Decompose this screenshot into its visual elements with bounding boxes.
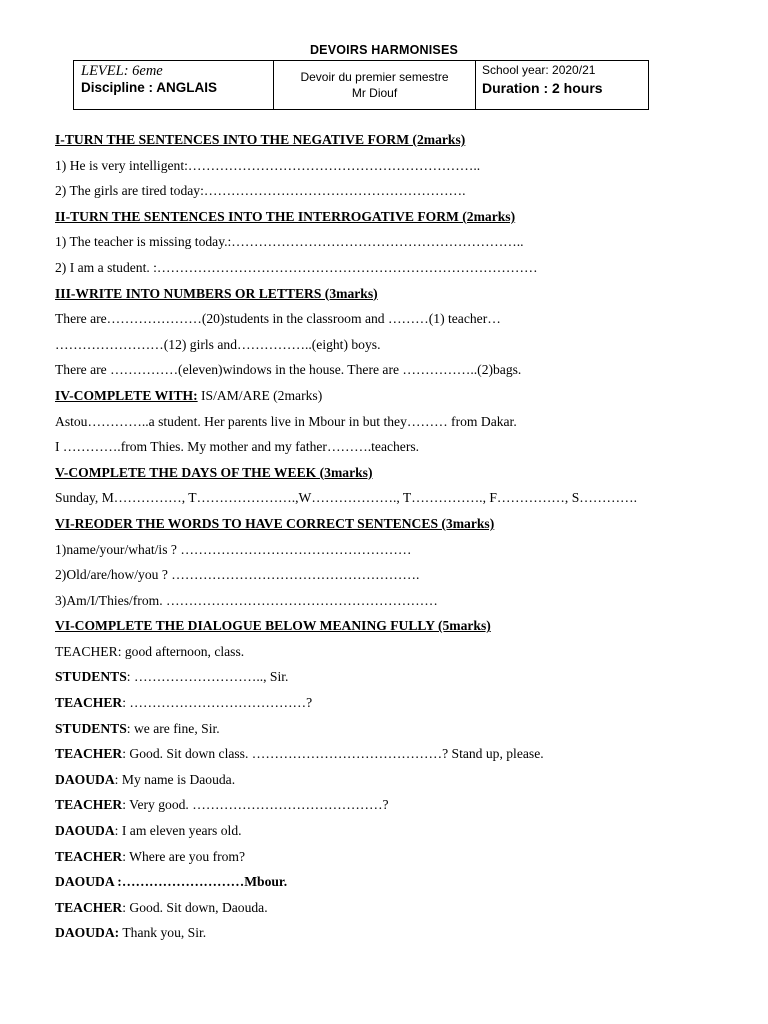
dialogue-speaker: TEACHER [55,848,123,864]
exercise-line: 1)name/your/what/is ? …………………………………………… [55,541,412,557]
section-heading: VI-REODER THE WORDS TO HAVE CORRECT SENTENCES (3marks) [55,515,495,531]
exercise-line: There are…………………(20)students in the classroom and ………(1) teacher… [55,311,501,327]
dialogue-speaker: DAOUDA : [55,874,122,890]
dialogue-text: ………………………Mbour. [121,874,288,890]
dialogue-line [55,716,755,742]
exercise-line: 2) I am a student. :………………………………………………………………………… [55,259,538,275]
dialogue-separator: : [122,899,130,915]
school-year-label: School year: 2020/21 [482,63,596,77]
exercise-line: Sunday, M……………, T………………….,W………………., T……………., F……………, S…………. [55,490,638,506]
exercise-line: ……………………(12) girls and……………..(eight) boys. [55,336,381,352]
section-heading: V-COMPLETE THE DAYS OF THE WEEK (3marks) [55,464,373,480]
dialogue-text: My name is Daouda. [121,771,236,787]
dialogue-text: I am eleven years old. [121,823,242,839]
exercise-content [55,127,755,946]
header-cell-semester [274,61,476,109]
discipline-label: Discipline : ANGLAIS [81,80,218,95]
dialogue-line [55,639,755,665]
dialogue-separator: : [126,669,134,685]
section-heading-tail: IS/AM/ARE (2marks) [197,387,323,403]
dialogue [55,639,755,946]
dialogue-speaker: DAOUDA: [55,925,120,941]
dialogue-line [55,690,755,716]
dialogue-speaker: STUDENTS [55,720,127,736]
dialogue-line [55,844,755,870]
dialogue-line [55,792,755,818]
dialogue-separator: : [117,643,125,659]
section-heading: II-TURN THE SENTENCES INTO THE INTERROGATIVE FORM (2marks) [55,208,516,224]
dialogue-text: good afternoon, class. [124,643,245,659]
header-table [73,60,649,110]
level-label: LEVEL: 6eme [81,63,163,79]
exercise-line: I ………….from Thies. My mother and my father……….teachers. [55,439,420,455]
dialogue-separator: : [114,823,122,839]
teacher-name: Mr Diouf [351,86,398,100]
dialogue-line [55,664,755,690]
dialogue-text: …………………………………? [129,695,313,711]
section-heading: III-WRITE INTO NUMBERS OR LETTERS (3marks) [55,285,378,301]
dialogue-separator: : [122,746,130,762]
dialogue-speaker: TEACHER [55,746,123,762]
dialogue-separator: : [126,720,134,736]
exercise-line: 2) The girls are tired today:…………………………………………………. [55,183,466,199]
document-title: DEVOIRS HARMONISES [309,43,459,57]
dialogue-speaker: STUDENTS [55,669,127,685]
dialogue-speaker: TEACHER [55,695,123,711]
exercise-line: 1) The teacher is missing today.:……………………………………………………….. [55,234,524,250]
dialogue-line [55,741,755,767]
dialogue-speaker: TEACHER [55,643,118,659]
dialogue-text: Very good. ……………………………………? [129,797,389,813]
exercise-line: 1) He is very intelligent:……………………………………………………….. [55,157,481,173]
section-heading [55,383,755,409]
header-cell-year [476,61,648,109]
header-cell-level [74,61,274,109]
dialogue-speaker: TEACHER [55,797,123,813]
dialogue-text: Good. Sit down, Daouda. [129,899,268,915]
dialogue-line [55,920,755,946]
section-heading: VI-COMPLETE THE DIALOGUE BELOW MEANING FULLY (5marks) [55,618,491,634]
dialogue-text: ……………………….., Sir. [133,669,289,685]
dialogue-text: Where are you from? [129,848,246,864]
dialogue-speaker: TEACHER [55,899,123,915]
dialogue-speaker: DAOUDA [55,771,115,787]
dialogue-line [55,895,755,921]
dialogue-separator: : [114,771,122,787]
dialogue-separator: : [122,848,130,864]
dialogue-separator: : [122,695,130,711]
duration-label: Duration : 2 hours [482,80,603,96]
dialogue-line [55,767,755,793]
semester-label: Devoir du premier semestre [300,70,449,84]
dialogue-text: we are fine, Sir. [133,720,220,736]
section-heading-main: IV-COMPLETE WITH: [55,387,198,403]
dialogue-text: Good. Sit down class. ……………………………………? Stand up, please. [129,746,544,762]
dialogue-text: Thank you, Sir. [122,925,207,941]
exercise-line: There are ……………(eleven)windows in the house. There are ……………..(2)bags. [55,362,522,378]
exercise-line: 2)Old/are/how/you ? ………………………………………………. [55,567,420,583]
exercise-line: Astou…………..a student. Her parents live in Mbour in but they……… from Dakar. [55,413,517,429]
dialogue-line [55,818,755,844]
dialogue-speaker: DAOUDA [55,823,115,839]
dialogue-line [55,869,755,895]
section-heading: I-TURN THE SENTENCES INTO THE NEGATIVE FORM (2marks) [55,132,466,147]
dialogue-separator: : [122,797,130,813]
exercise-line: 3)Am/I/Thies/from. …………………………………………………… [55,592,438,608]
